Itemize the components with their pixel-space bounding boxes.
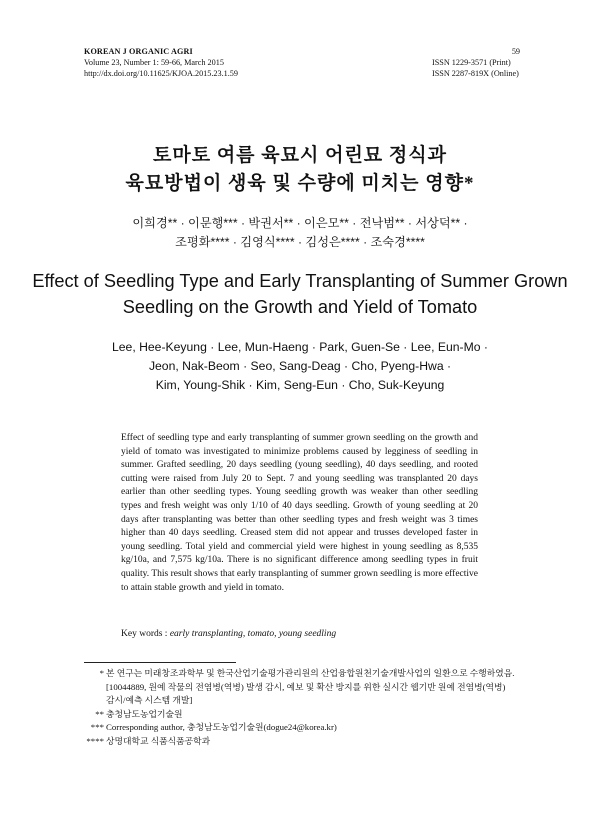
issn-header <box>432 46 520 79</box>
footnote-mark: *** <box>90 722 104 733</box>
footnote-corresponding-author <box>84 721 516 735</box>
footnote-text: 충청남도농업기술원 <box>106 708 183 719</box>
abstract-text: Effect of seedling type and early transplanting of summer grown seedling on the growth and yield of tomato was investigated to minimize problems caused by legginess of seedling in summer. Grafted seedling, 20 days seedling (young seedling), 40 days seedling, and rooted cutting were raised from July 20 to Sept. 7 and young seedling was transplanted 20 days earlier than other seedling types. Young seedling growth was weaker than other seedling types and fresh weight was only 1/10 of 40 days seedling. Growth of young seedling at 20 days after transplanting was better than other seedling types and fresh weight was 3 times higher than 40 days seedling. Creased stem did not appear and trusses developed faster in young seedling. Total yield and commercial yield were highest in young seedling as 8,535 kg/10a, and 7,575 kg/10a. There is no significant difference among seedling types in fruit quality. This result shows that early transplanting of summer grown seedling is more effective to attain stable growth and yield in tomato. <box>121 433 478 593</box>
footnote-divider <box>84 662 236 663</box>
volume-info: Volume 23, Number 1: 59-66, March 2015 <box>84 58 224 67</box>
footnote-mark: * <box>99 668 104 678</box>
footnote-text: Corresponding author, 충청남도농업기술원(dogue24@korea.kr) <box>106 722 337 733</box>
english-title-line-2: Seedling on the Growth and Yield of Tomato <box>122 297 478 317</box>
footnote-mark: **** <box>86 735 104 746</box>
english-authors-line-3: Kim, Young-Shik · Kim, Seng-Eun · Cho, Suk-Keyung <box>155 378 445 392</box>
journal-header <box>84 46 238 79</box>
footnote-text: 상명대학교 식품식품공학과 <box>106 735 211 746</box>
footnote-affiliation-1 <box>84 708 516 722</box>
keywords-label: Key words : <box>121 629 170 639</box>
footnote-affiliation-2 <box>84 735 516 749</box>
english-title <box>0 268 600 320</box>
korean-authors <box>0 214 600 252</box>
korean-title-line-1: 토마토 여름 육묘시 어린묘 정식과 <box>153 145 447 166</box>
english-authors-line-2: Jeon, Nak-Beom · Seo, Sang-Deag · Cho, Pyeng-Hwa · <box>148 359 452 373</box>
keywords <box>121 628 336 641</box>
journal-name: KOREAN J ORGANIC AGRI <box>84 47 193 56</box>
korean-title <box>0 142 600 198</box>
page-number: 59 <box>511 47 520 56</box>
keywords-values: early transplanting, tomato, young seedling <box>169 629 337 639</box>
english-authors <box>0 338 600 395</box>
korean-title-line-2: 육묘방법이 생육 및 수량에 미치는 영향* <box>125 173 475 194</box>
issn-print: ISSN 1229-3571 (Print) <box>432 58 511 67</box>
footnote-mark: ** <box>95 708 104 719</box>
english-authors-line-1: Lee, Hee-Keyung · Lee, Mun-Haeng · Park, Guen-Se · Lee, Eun-Mo · <box>112 340 488 354</box>
issn-online: ISSN 2287-819X (Online) <box>432 69 519 78</box>
korean-authors-line-1: 이희경** · 이문행*** · 박권서** · 이은모** · 전낙범** · 서상덕** · <box>132 216 468 230</box>
footnote-text: 본 연구는 미래창조과학부 및 한국산업기술평가관리원의 산업융합원천기술개발사업의 일환으로 수행하였음. [10044889, 원예 작물의 전염병(역병) 발생 감시, 예보 및 확산 방지를 위한 실시간 웹기반 원예 전염병(역병) 감시/예측 시스템 개발] <box>106 668 515 706</box>
footnotes <box>84 667 516 749</box>
footnote-funding <box>84 667 516 708</box>
english-title-line-1: Effect of Seedling Type and Early Transplanting of Summer Grown <box>32 271 568 291</box>
korean-authors-line-2: 조평화**** · 김영식**** · 김성은**** · 조숙경**** <box>175 235 425 249</box>
doi-link[interactable]: http://dx.doi.org/10.11625/KJOA.2015.23.1.59 <box>84 69 238 78</box>
